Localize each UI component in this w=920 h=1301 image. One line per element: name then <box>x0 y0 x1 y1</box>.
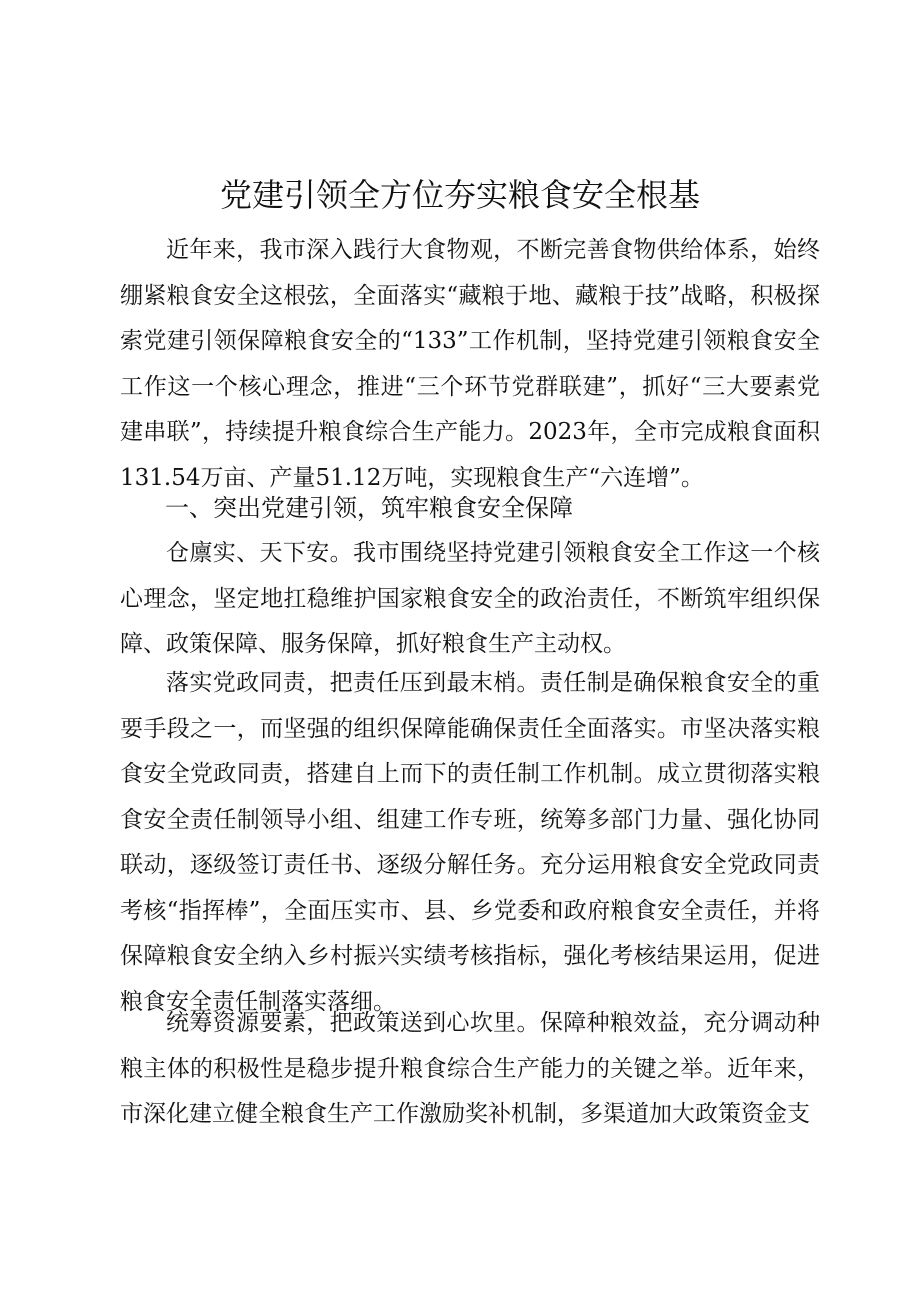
section-paragraph-3: 统筹资源要素，把政策送到心坎里。保障种粮效益，充分调动种粮主体的积极性是稳步提升粮食综合生产能力的关键之举。近年来，市深化建立健全粮食生产工作激励奖补机制，多渠道加大政策资金支 <box>120 1010 820 1127</box>
section-paragraph-1: 仓廪实、天下安。我市围绕坚持党建引领粮食安全工作这一个核心理念，坚定地扛稳维护国家粮食安全的政治责任，不断筑牢组织保障、政策保障、服务保障，抓好粮食生产主动权。 <box>120 540 820 657</box>
section-heading: 一、突出党建引领，筑牢粮食安全保障 <box>165 494 573 522</box>
document-title: 党建引领全方位夯实粮食安全根基 <box>219 176 700 214</box>
section-paragraph-2: 落实党政同责，把责任压到最末梢。责任制是确保粮食安全的重要手段之一，而坚强的组织保障能确保责任全面落实。市坚决落实粮食安全党政同责，搭建自上而下的责任制工作机制。成立贯彻落实粮食安全责任制领导小组、组建工作专班，统筹多部门力量、强化协同联动，逐级签订责任书、逐级分解任务。充分运用粮食安全党政同责考核“指挥棒”，全面压实市、县、乡党委和政府粮食安全责任，并将保障粮食安全纳入乡村振兴实绩考核指标，强化考核结果运用，促进粮食安全责任制落实落细。 <box>120 670 820 1015</box>
intro-paragraph: 近年来，我市深入践行大食物观，不断完善食物供给体系，始终绷紧粮食安全这根弦，全面落实“藏粮于地、藏粮于技”战略，积极探索党建引领保障粮食安全的“133”工作机制，坚持党建引领粮食安全工作这一个核心理念，推进“三个环节党群联建”，抓好“三大要素党建串联”，持续提升粮食综合生产能力。2023年，全市完成粮食面积131.54万亩、产量51.12万吨，实现粮食生产“六连增”。 <box>120 237 820 491</box>
